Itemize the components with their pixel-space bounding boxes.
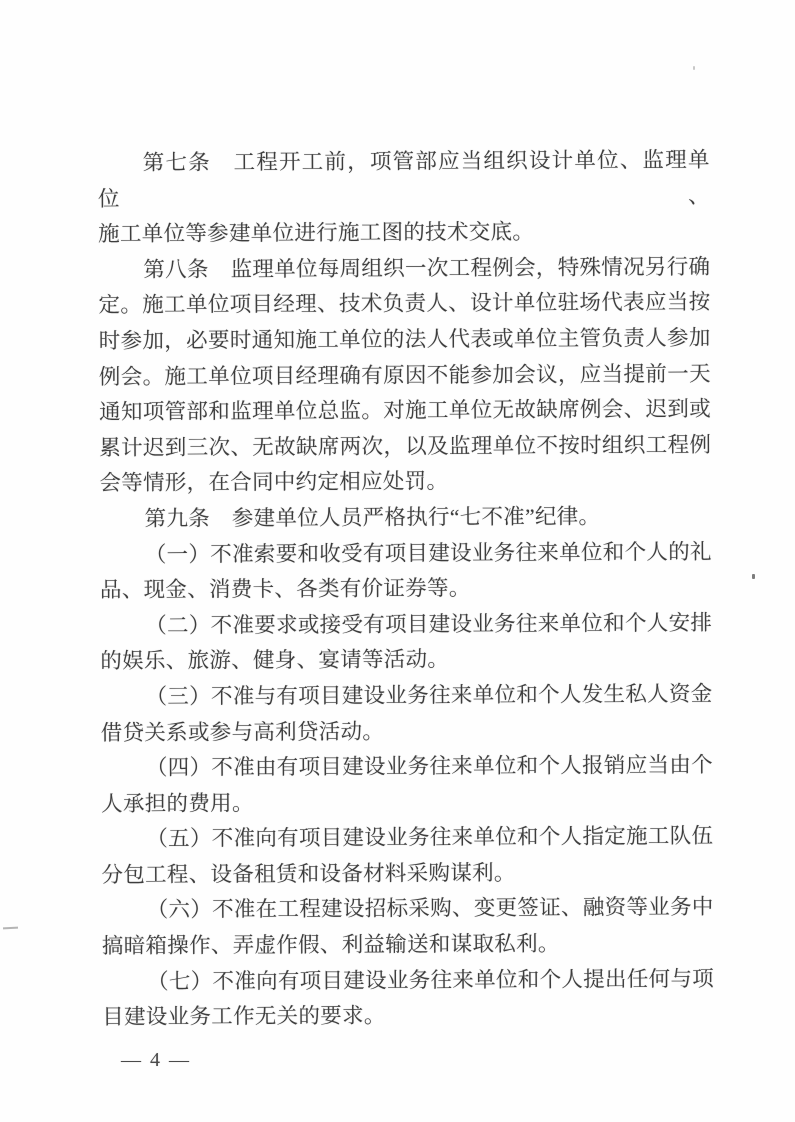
text-line: 品、现金、消费卡、各类有价证券等。	[99, 576, 471, 603]
text-line: 第七条 工程开工前，项管部应当组织设计单位、监理单位、	[97, 147, 711, 211]
text-line: （七）不准向有项目建设业务往来单位和个人提出任何与项	[146, 966, 715, 994]
text-line: （六）不准在工程建设招标采购、变更签证、融资等业务中	[146, 895, 714, 923]
text-line: （一）不准索要和收受有项目建设业务往来单位和个人的礼	[144, 539, 712, 567]
text-line: 累计迟到三次、无故缺席两次，以及监理单位不按时组织工程例	[99, 432, 712, 460]
text-line: 第九条 参建单位人员严格执行“七不准”纪律。	[144, 504, 601, 531]
text-line: 定。施工单位项目经理、技术负责人、设计单位驻场代表应当按	[98, 290, 711, 318]
paragraph-article-7	[98, 143, 711, 253]
text-line: 搞暗箱操作、弄虚作假、利益输送和谋取私利。	[101, 931, 560, 959]
scan-artifact-speck	[752, 574, 755, 579]
paragraph-rule-item-4	[101, 748, 713, 822]
text-line: 分包工程、设备租赁和设备材料采购谋利。	[101, 860, 516, 887]
paragraph-rule-item-6	[102, 890, 714, 964]
text-line: 人承担的费用。	[101, 790, 254, 816]
text-line: 会等情形，在合同中约定相应处罚。	[99, 469, 449, 496]
text-line: 借贷关系或参与高利贷活动。	[100, 719, 385, 745]
paragraph-rule-item-5	[101, 819, 713, 893]
text-line: 施工单位等参建单位进行施工图的技术交底。	[98, 219, 535, 247]
document-body	[98, 143, 715, 1036]
scan-artifact-dash	[3, 927, 18, 930]
page-number: — 4 —	[121, 1049, 191, 1071]
text-line: 第八条 监理单位每周组织一次工程例会，特殊情况另行确	[143, 254, 711, 282]
text-line: （四）不准由有项目建设业务往来单位和个人报销应当由个	[145, 752, 713, 780]
paragraph-article-8	[98, 250, 711, 502]
text-line: 通知项管部和监理单位总监。对施工单位无故缺席例会、迟到或	[99, 396, 712, 425]
paragraph-article-9	[100, 499, 712, 538]
text-line: 目建设业务工作无关的要求。	[102, 1003, 386, 1030]
text-line: 时参加，必要时通知施工单位的法人代表或单位主管负责人参加	[98, 325, 711, 353]
paragraph-rule-item-7	[102, 961, 714, 1035]
text-line: （五）不准向有项目建设业务往来单位和个人指定施工队伍	[146, 824, 714, 852]
text-line: （三）不准与有项目建设业务往来单位和个人发生私人资金	[145, 681, 713, 709]
text-line: （二）不准要求或接受有项目建设业务往来单位和个人安排	[145, 610, 713, 638]
paragraph-rule-item-3	[100, 677, 712, 751]
paragraph-rule-item-2	[100, 606, 712, 680]
text-line: 的娱乐、旅游、健身、宴请等活动。	[100, 647, 450, 674]
scan-artifact-speck	[693, 66, 695, 70]
text-line: 例会。施工单位项目经理确有原因不能参加会议，应当提前一天	[98, 361, 711, 389]
paragraph-rule-item-1	[100, 534, 712, 608]
